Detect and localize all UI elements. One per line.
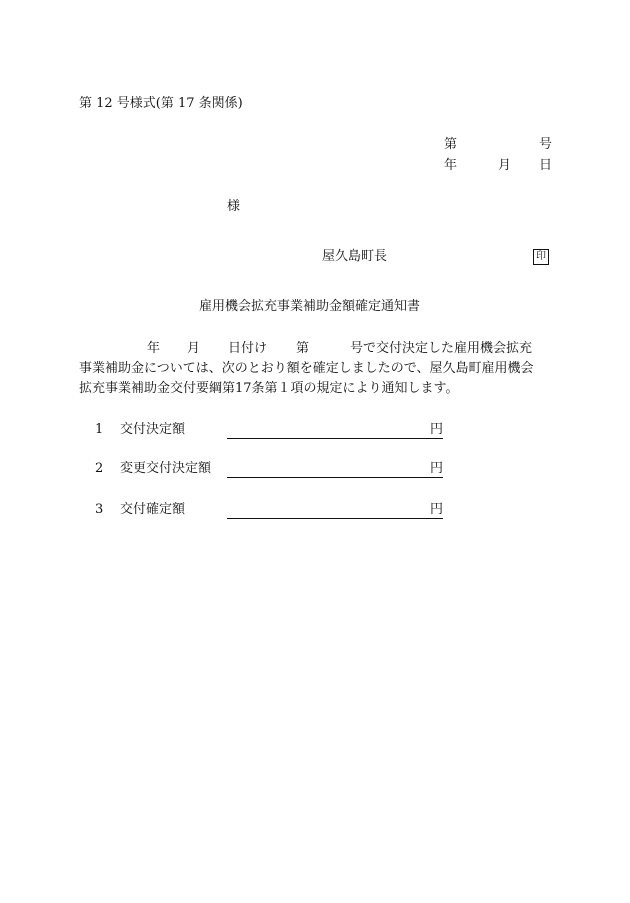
- date-year-label: 年: [444, 158, 458, 173]
- item-label: 交付決定額: [120, 422, 186, 437]
- item-unit: 円: [430, 502, 444, 517]
- seal-mark: 印: [533, 249, 549, 265]
- form-number: 第 12 号様式(第 17 条関係): [79, 96, 243, 111]
- item-unit: 円: [430, 461, 444, 476]
- body-line-3: 拡充事業補助金交付要綱第17条第１項の規定により通知します。: [79, 381, 459, 396]
- date-day-label: 日: [539, 158, 553, 173]
- item-label: 交付確定額: [120, 502, 186, 517]
- document-title: 雇用機会拡充事業補助金額確定通知書: [199, 299, 421, 314]
- date-month-label: 月: [498, 158, 512, 173]
- item-number: 2: [95, 461, 104, 476]
- body-line-2: 事業補助金については、次のとおり額を確定しましたので、屋久島町雇用機会: [79, 361, 534, 376]
- item-row: [0, 502, 630, 518]
- item-number: 3: [95, 502, 104, 517]
- item-label: 変更交付決定額: [120, 461, 212, 476]
- item-row: [0, 461, 630, 477]
- document-number-prefix: 第: [444, 137, 458, 152]
- body-line-1-text: 号で交付決定した雇用機会拡充: [350, 341, 533, 356]
- document-number-suffix: 号: [539, 137, 553, 152]
- body-number-prefix: 第: [296, 341, 310, 356]
- amount-blank-line: [227, 502, 443, 519]
- item-number: 1: [95, 422, 104, 437]
- body-month-label: 月: [187, 341, 201, 356]
- amount-blank-line: [227, 422, 443, 439]
- item-row: [0, 422, 630, 438]
- issuer-name: 屋久島町長: [322, 249, 388, 264]
- body-year-label: 年: [147, 341, 161, 356]
- recipient-honorific: 様: [227, 199, 241, 214]
- item-unit: 円: [430, 422, 444, 437]
- body-day-label: 日付け: [228, 341, 268, 356]
- amount-blank-line: [227, 461, 443, 478]
